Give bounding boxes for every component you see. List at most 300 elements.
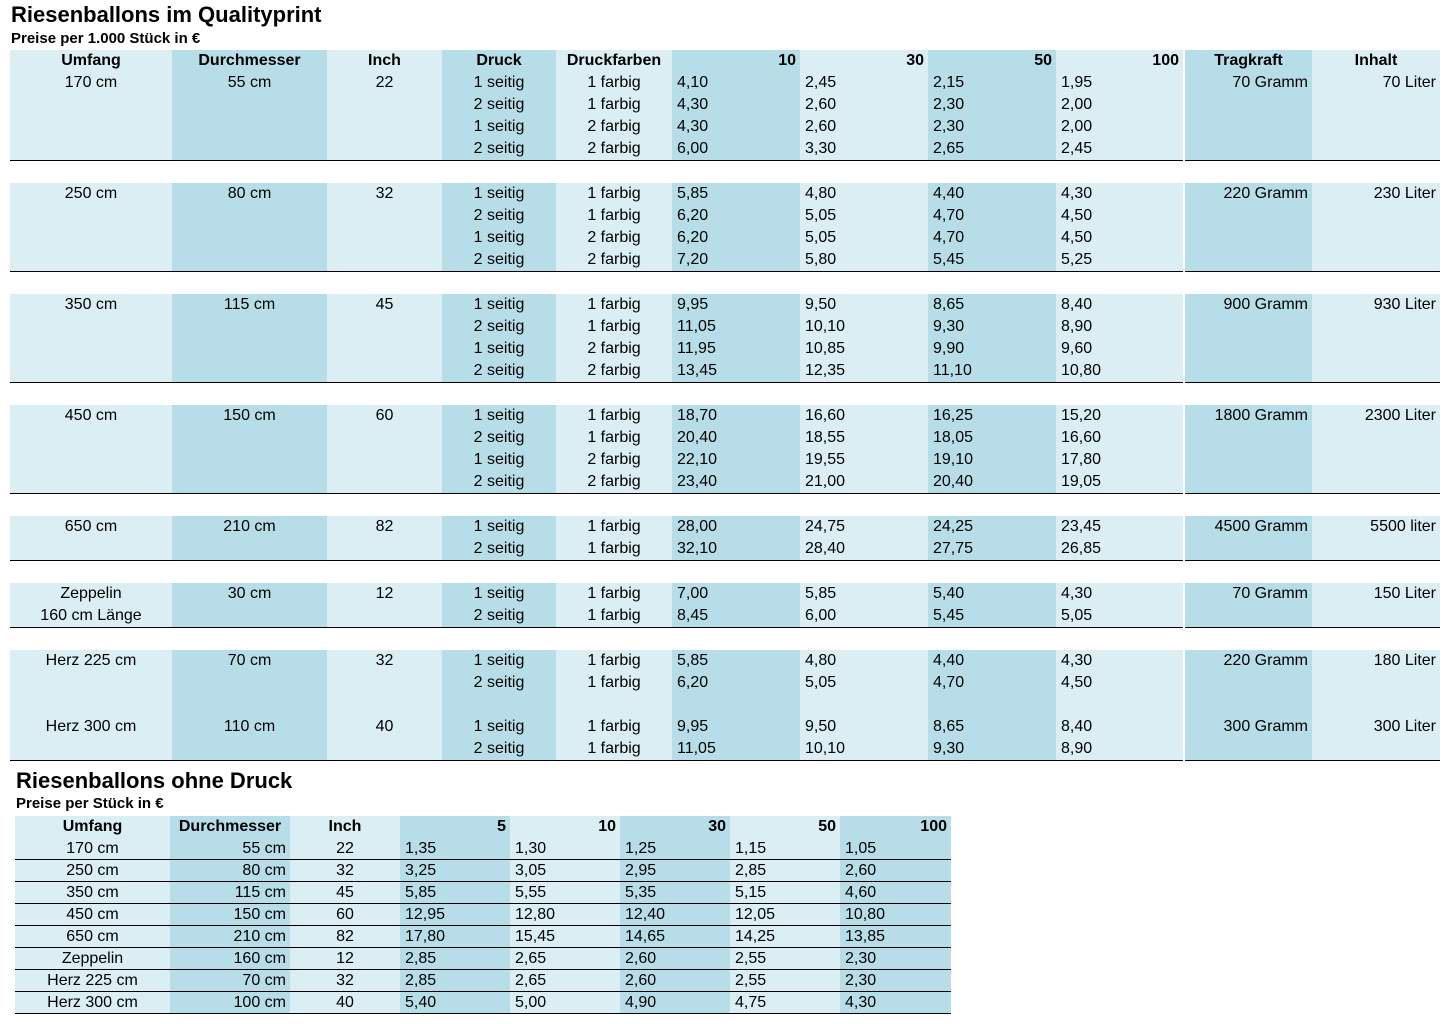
cell-umfang: 450 cm bbox=[15, 904, 170, 926]
cell-price-30: 5,35 bbox=[620, 882, 730, 904]
cell-price-100: 2,45 bbox=[1056, 138, 1184, 161]
cell-price-30: 3,30 bbox=[800, 138, 928, 161]
cell-druckfarben: 2 farbig bbox=[556, 227, 672, 249]
cell-price-100: 8,40 bbox=[1056, 716, 1184, 738]
cell-price-50: 5,45 bbox=[928, 249, 1056, 272]
cell-druckfarben: 1 farbig bbox=[556, 427, 672, 449]
cell-druck: 1 seitig bbox=[442, 72, 556, 94]
cell-druck: 2 seitig bbox=[442, 138, 556, 161]
cell-price-30: 4,80 bbox=[800, 183, 928, 205]
cell-durchmesser: 160 cm bbox=[170, 948, 290, 970]
cell-price-10: 32,10 bbox=[672, 538, 800, 561]
cell-price-10: 9,95 bbox=[672, 716, 800, 738]
cell-price-50: 12,05 bbox=[730, 904, 840, 926]
cell-umfang bbox=[10, 227, 172, 249]
group-spacer bbox=[10, 272, 1440, 295]
cell-druckfarben: 1 farbig bbox=[556, 516, 672, 538]
cell-price-50: 2,55 bbox=[730, 948, 840, 970]
col-header-umfang: Umfang bbox=[15, 816, 170, 838]
cell-tragkraft bbox=[1184, 694, 1312, 716]
cell-inch bbox=[327, 694, 442, 716]
table-row bbox=[10, 138, 1440, 161]
cell-inch: 32 bbox=[290, 860, 400, 882]
cell-price-50: 4,40 bbox=[928, 650, 1056, 672]
cell-price-100: 10,80 bbox=[840, 904, 951, 926]
cell-price-5: 17,80 bbox=[400, 926, 510, 948]
cell-inch bbox=[327, 360, 442, 383]
col-header-inhalt: Inhalt bbox=[1312, 50, 1440, 72]
cell-inch: 32 bbox=[290, 970, 400, 992]
cell-price-100: 8,40 bbox=[1056, 294, 1184, 316]
cell-druck: 1 seitig bbox=[442, 716, 556, 738]
cell-druckfarben bbox=[556, 694, 672, 716]
cell-price-30: 5,85 bbox=[800, 583, 928, 605]
cell-umfang: 170 cm bbox=[10, 72, 172, 94]
table-row bbox=[10, 583, 1440, 605]
cell-inhalt bbox=[1312, 205, 1440, 227]
cell-durchmesser: 150 cm bbox=[170, 904, 290, 926]
cell-durchmesser bbox=[172, 449, 327, 471]
cell-inch bbox=[327, 249, 442, 272]
table1-title: Riesenballons im Qualityprint bbox=[11, 2, 322, 27]
col-header-30: 30 bbox=[620, 816, 730, 838]
cell-price-50: 4,40 bbox=[928, 183, 1056, 205]
cell-price-50: 16,25 bbox=[928, 405, 1056, 427]
cell-price-50: 5,40 bbox=[928, 583, 1056, 605]
cell-price-10 bbox=[672, 694, 800, 716]
cell-umfang: Herz 300 cm bbox=[15, 992, 170, 1014]
cell-durchmesser: 210 cm bbox=[172, 516, 327, 538]
cell-inch: 45 bbox=[327, 294, 442, 316]
cell-price-5: 5,85 bbox=[400, 882, 510, 904]
cell-inch bbox=[327, 227, 442, 249]
cell-price-100: 19,05 bbox=[1056, 471, 1184, 494]
cell-tragkraft bbox=[1184, 738, 1312, 761]
table-row bbox=[15, 860, 951, 882]
cell-price-50: 2,15 bbox=[928, 72, 1056, 94]
cell-durchmesser: 115 cm bbox=[172, 294, 327, 316]
table1-body bbox=[10, 72, 1440, 761]
table2-title: Riesenballons ohne Druck bbox=[16, 768, 293, 793]
cell-durchmesser: 70 cm bbox=[172, 650, 327, 672]
cell-druckfarben: 2 farbig bbox=[556, 138, 672, 161]
cell-price-100: 2,30 bbox=[840, 970, 951, 992]
cell-price-30: 2,45 bbox=[800, 72, 928, 94]
cell-price-50: 8,65 bbox=[928, 294, 1056, 316]
cell-inhalt: 230 Liter bbox=[1312, 183, 1440, 205]
cell-price-30: 28,40 bbox=[800, 538, 928, 561]
group-spacer bbox=[10, 628, 1440, 651]
table-row bbox=[10, 405, 1440, 427]
col-header-5: 5 bbox=[400, 816, 510, 838]
cell-price-10: 13,45 bbox=[672, 360, 800, 383]
cell-price-30: 9,50 bbox=[800, 294, 928, 316]
cell-druckfarben: 2 farbig bbox=[556, 338, 672, 360]
cell-druckfarben: 1 farbig bbox=[556, 72, 672, 94]
cell-inhalt bbox=[1312, 605, 1440, 628]
cell-price-100: 13,85 bbox=[840, 926, 951, 948]
col-header-10: 10 bbox=[672, 50, 800, 72]
cell-price-5: 5,40 bbox=[400, 992, 510, 1014]
cell-durchmesser bbox=[172, 538, 327, 561]
cell-inhalt bbox=[1312, 471, 1440, 494]
cell-umfang: Zeppelin bbox=[10, 583, 172, 605]
spacer-cell bbox=[10, 161, 1440, 184]
cell-umfang bbox=[10, 138, 172, 161]
cell-druckfarben: 1 farbig bbox=[556, 205, 672, 227]
cell-durchmesser: 55 cm bbox=[170, 838, 290, 860]
cell-price-30: 4,90 bbox=[620, 992, 730, 1014]
cell-durchmesser bbox=[172, 249, 327, 272]
cell-price-50: 9,30 bbox=[928, 738, 1056, 761]
cell-price-100: 9,60 bbox=[1056, 338, 1184, 360]
cell-price-30: 5,05 bbox=[800, 672, 928, 694]
cell-druck: 1 seitig bbox=[442, 650, 556, 672]
cell-tragkraft bbox=[1184, 227, 1312, 249]
cell-tragkraft: 1800 Gramm bbox=[1184, 405, 1312, 427]
table-row bbox=[10, 294, 1440, 316]
cell-durchmesser bbox=[172, 138, 327, 161]
cell-inhalt: 300 Liter bbox=[1312, 716, 1440, 738]
cell-price-30: 2,60 bbox=[620, 970, 730, 992]
cell-druckfarben: 1 farbig bbox=[556, 294, 672, 316]
cell-price-50: 4,70 bbox=[928, 672, 1056, 694]
cell-druckfarben: 1 farbig bbox=[556, 405, 672, 427]
cell-price-100: 16,60 bbox=[1056, 427, 1184, 449]
group-spacer bbox=[10, 561, 1440, 584]
cell-price-10: 6,20 bbox=[672, 672, 800, 694]
table2-subtitle: Preise per Stück in € bbox=[16, 795, 164, 812]
cell-druck: 2 seitig bbox=[442, 205, 556, 227]
cell-price-30: 12,40 bbox=[620, 904, 730, 926]
cell-price-50: 4,75 bbox=[730, 992, 840, 1014]
cell-price-30: 2,60 bbox=[800, 116, 928, 138]
cell-price-50: 2,30 bbox=[928, 94, 1056, 116]
cell-price-10: 4,10 bbox=[672, 72, 800, 94]
cell-inch bbox=[327, 338, 442, 360]
cell-price-10: 18,70 bbox=[672, 405, 800, 427]
cell-price-10: 11,05 bbox=[672, 738, 800, 761]
cell-price-30: 10,85 bbox=[800, 338, 928, 360]
cell-umfang bbox=[10, 116, 172, 138]
cell-price-50: 27,75 bbox=[928, 538, 1056, 561]
cell-druck bbox=[442, 694, 556, 716]
cell-druck: 2 seitig bbox=[442, 672, 556, 694]
cell-druck: 2 seitig bbox=[442, 471, 556, 494]
cell-price-100: 4,50 bbox=[1056, 205, 1184, 227]
cell-inch: 12 bbox=[327, 583, 442, 605]
cell-umfang: 350 cm bbox=[10, 294, 172, 316]
cell-price-10: 9,95 bbox=[672, 294, 800, 316]
cell-price-50: 4,70 bbox=[928, 205, 1056, 227]
cell-umfang bbox=[10, 360, 172, 383]
cell-price-30: 18,55 bbox=[800, 427, 928, 449]
spacer-cell bbox=[10, 272, 1440, 295]
cell-price-30: 5,80 bbox=[800, 249, 928, 272]
cell-price-100: 2,30 bbox=[840, 948, 951, 970]
cell-druckfarben: 1 farbig bbox=[556, 94, 672, 116]
cell-druckfarben: 1 farbig bbox=[556, 738, 672, 761]
cell-tragkraft bbox=[1184, 205, 1312, 227]
cell-price-5: 1,35 bbox=[400, 838, 510, 860]
cell-price-50: 24,25 bbox=[928, 516, 1056, 538]
col-header-druckfarben: Druckfarben bbox=[556, 50, 672, 72]
cell-inch bbox=[327, 138, 442, 161]
cell-price-50: 2,30 bbox=[928, 116, 1056, 138]
cell-price-100: 15,20 bbox=[1056, 405, 1184, 427]
table-row bbox=[10, 427, 1440, 449]
cell-inch: 22 bbox=[327, 72, 442, 94]
cell-price-100: 8,90 bbox=[1056, 738, 1184, 761]
cell-price-30: 5,05 bbox=[800, 205, 928, 227]
cell-price-100: 2,60 bbox=[840, 860, 951, 882]
cell-umfang bbox=[10, 538, 172, 561]
cell-tragkraft bbox=[1184, 316, 1312, 338]
cell-durchmesser bbox=[172, 738, 327, 761]
cell-price-30: 4,80 bbox=[800, 650, 928, 672]
cell-druck: 1 seitig bbox=[442, 294, 556, 316]
cell-umfang: 650 cm bbox=[10, 516, 172, 538]
cell-tragkraft: 220 Gramm bbox=[1184, 650, 1312, 672]
cell-price-10: 6,00 bbox=[672, 138, 800, 161]
cell-umfang bbox=[10, 94, 172, 116]
cell-price-10: 7,20 bbox=[672, 249, 800, 272]
cell-tragkraft bbox=[1184, 427, 1312, 449]
cell-price-10: 2,65 bbox=[510, 948, 620, 970]
cell-price-100: 26,85 bbox=[1056, 538, 1184, 561]
cell-inch bbox=[327, 94, 442, 116]
cell-price-50: 4,70 bbox=[928, 227, 1056, 249]
cell-durchmesser bbox=[172, 316, 327, 338]
spacer-cell bbox=[10, 494, 1440, 517]
col-header-100: 100 bbox=[1056, 50, 1184, 72]
plain-price-table bbox=[15, 816, 951, 1014]
cell-inch bbox=[327, 427, 442, 449]
cell-price-30: 10,10 bbox=[800, 738, 928, 761]
cell-price-10: 7,00 bbox=[672, 583, 800, 605]
cell-price-30: 10,10 bbox=[800, 316, 928, 338]
cell-umfang: 170 cm bbox=[15, 838, 170, 860]
cell-durchmesser: 30 cm bbox=[172, 583, 327, 605]
cell-druckfarben: 1 farbig bbox=[556, 672, 672, 694]
cell-inch bbox=[327, 471, 442, 494]
cell-price-100: 5,25 bbox=[1056, 249, 1184, 272]
col-header-100: 100 bbox=[840, 816, 951, 838]
cell-umfang bbox=[10, 338, 172, 360]
cell-price-10: 11,95 bbox=[672, 338, 800, 360]
cell-inhalt bbox=[1312, 249, 1440, 272]
cell-druckfarben: 1 farbig bbox=[556, 316, 672, 338]
table-row bbox=[10, 249, 1440, 272]
cell-price-10: 2,65 bbox=[510, 970, 620, 992]
cell-price-50: 2,85 bbox=[730, 860, 840, 882]
cell-price-30: 2,60 bbox=[800, 94, 928, 116]
cell-price-5: 2,85 bbox=[400, 970, 510, 992]
cell-umfang bbox=[10, 316, 172, 338]
spacer-cell bbox=[10, 561, 1440, 584]
cell-price-10: 5,55 bbox=[510, 882, 620, 904]
cell-druck: 1 seitig bbox=[442, 449, 556, 471]
cell-price-100: 1,95 bbox=[1056, 72, 1184, 94]
cell-price-10: 12,80 bbox=[510, 904, 620, 926]
cell-price-5: 2,85 bbox=[400, 948, 510, 970]
cell-druck: 2 seitig bbox=[442, 427, 556, 449]
cell-price-100: 1,05 bbox=[840, 838, 951, 860]
cell-durchmesser bbox=[172, 360, 327, 383]
col-header-inch: Inch bbox=[290, 816, 400, 838]
table2-body bbox=[15, 838, 951, 1014]
cell-price-10: 22,10 bbox=[672, 449, 800, 471]
cell-price-30: 16,60 bbox=[800, 405, 928, 427]
cell-durchmesser: 210 cm bbox=[170, 926, 290, 948]
cell-price-100: 10,80 bbox=[1056, 360, 1184, 383]
col-header-durchmesser: Durchmesser bbox=[170, 816, 290, 838]
cell-inhalt bbox=[1312, 227, 1440, 249]
cell-price-30: 9,50 bbox=[800, 716, 928, 738]
cell-inch bbox=[327, 316, 442, 338]
table-row bbox=[10, 360, 1440, 383]
cell-inhalt bbox=[1312, 538, 1440, 561]
cell-durchmesser: 70 cm bbox=[170, 970, 290, 992]
table-row bbox=[10, 316, 1440, 338]
cell-umfang: Herz 225 cm bbox=[15, 970, 170, 992]
cell-durchmesser bbox=[172, 427, 327, 449]
cell-druck: 2 seitig bbox=[442, 605, 556, 628]
cell-inch: 45 bbox=[290, 882, 400, 904]
cell-price-30: 12,35 bbox=[800, 360, 928, 383]
cell-umfang: Herz 225 cm bbox=[10, 650, 172, 672]
cell-tragkraft bbox=[1184, 138, 1312, 161]
cell-druck: 1 seitig bbox=[442, 338, 556, 360]
table-row bbox=[10, 672, 1440, 694]
cell-price-10: 6,20 bbox=[672, 227, 800, 249]
col-header-durchmesser: Durchmesser bbox=[172, 50, 327, 72]
cell-price-100: 4,30 bbox=[840, 992, 951, 1014]
cell-inch: 22 bbox=[290, 838, 400, 860]
table-row bbox=[10, 694, 1440, 716]
cell-inhalt bbox=[1312, 360, 1440, 383]
cell-umfang bbox=[10, 672, 172, 694]
cell-inch bbox=[327, 538, 442, 561]
cell-durchmesser bbox=[172, 605, 327, 628]
cell-umfang: Zeppelin bbox=[15, 948, 170, 970]
cell-druck: 2 seitig bbox=[442, 738, 556, 761]
cell-price-50: 2,65 bbox=[928, 138, 1056, 161]
cell-inhalt bbox=[1312, 338, 1440, 360]
cell-inhalt bbox=[1312, 94, 1440, 116]
cell-price-10: 3,05 bbox=[510, 860, 620, 882]
cell-tragkraft bbox=[1184, 116, 1312, 138]
cell-umfang bbox=[10, 427, 172, 449]
cell-price-5: 3,25 bbox=[400, 860, 510, 882]
col-header-umfang: Umfang bbox=[10, 50, 172, 72]
cell-inhalt: 2300 Liter bbox=[1312, 405, 1440, 427]
cell-price-30: 21,00 bbox=[800, 471, 928, 494]
table-row bbox=[10, 227, 1440, 249]
cell-inch bbox=[327, 205, 442, 227]
cell-price-10: 5,00 bbox=[510, 992, 620, 1014]
col-header-10: 10 bbox=[510, 816, 620, 838]
col-header-druck: Druck bbox=[442, 50, 556, 72]
table-row bbox=[10, 338, 1440, 360]
cell-tragkraft bbox=[1184, 449, 1312, 471]
table-row bbox=[10, 538, 1440, 561]
cell-tragkraft: 900 Gramm bbox=[1184, 294, 1312, 316]
cell-inch bbox=[327, 116, 442, 138]
cell-umfang: 160 cm Länge bbox=[10, 605, 172, 628]
cell-price-100: 23,45 bbox=[1056, 516, 1184, 538]
cell-inhalt: 930 Liter bbox=[1312, 294, 1440, 316]
cell-price-30: 19,55 bbox=[800, 449, 928, 471]
cell-price-50: 20,40 bbox=[928, 471, 1056, 494]
cell-price-30: 5,05 bbox=[800, 227, 928, 249]
cell-price-50: 5,45 bbox=[928, 605, 1056, 628]
cell-inch bbox=[327, 449, 442, 471]
table-row bbox=[15, 948, 951, 970]
cell-inch: 60 bbox=[327, 405, 442, 427]
cell-inch: 82 bbox=[327, 516, 442, 538]
cell-price-10: 15,45 bbox=[510, 926, 620, 948]
cell-price-100: 5,05 bbox=[1056, 605, 1184, 628]
cell-price-30: 2,95 bbox=[620, 860, 730, 882]
table-row bbox=[10, 605, 1440, 628]
cell-druckfarben: 2 farbig bbox=[556, 360, 672, 383]
cell-price-50: 9,30 bbox=[928, 316, 1056, 338]
cell-druck: 2 seitig bbox=[442, 94, 556, 116]
cell-druck: 2 seitig bbox=[442, 360, 556, 383]
col-header-50: 50 bbox=[730, 816, 840, 838]
cell-druck: 1 seitig bbox=[442, 227, 556, 249]
cell-price-30 bbox=[800, 694, 928, 716]
table-row bbox=[15, 882, 951, 904]
cell-inch: 82 bbox=[290, 926, 400, 948]
cell-price-100: 4,30 bbox=[1056, 183, 1184, 205]
cell-inch: 40 bbox=[327, 716, 442, 738]
cell-druck: 1 seitig bbox=[442, 405, 556, 427]
cell-price-50: 2,55 bbox=[730, 970, 840, 992]
cell-price-50: 11,10 bbox=[928, 360, 1056, 383]
cell-tragkraft: 4500 Gramm bbox=[1184, 516, 1312, 538]
table-row bbox=[10, 205, 1440, 227]
cell-druck: 1 seitig bbox=[442, 516, 556, 538]
table-row bbox=[10, 716, 1440, 738]
cell-druck: 2 seitig bbox=[442, 316, 556, 338]
cell-price-10: 4,30 bbox=[672, 116, 800, 138]
cell-inhalt bbox=[1312, 694, 1440, 716]
cell-druck: 1 seitig bbox=[442, 583, 556, 605]
cell-inch bbox=[327, 672, 442, 694]
table-row bbox=[10, 94, 1440, 116]
cell-price-100: 8,90 bbox=[1056, 316, 1184, 338]
cell-price-100: 4,30 bbox=[1056, 583, 1184, 605]
group-spacer bbox=[10, 494, 1440, 517]
cell-umfang bbox=[10, 205, 172, 227]
cell-price-10: 5,85 bbox=[672, 183, 800, 205]
cell-durchmesser bbox=[172, 205, 327, 227]
cell-inch bbox=[327, 605, 442, 628]
group-spacer bbox=[10, 383, 1440, 406]
cell-druckfarben: 1 farbig bbox=[556, 605, 672, 628]
table-row bbox=[15, 926, 951, 948]
cell-druck: 1 seitig bbox=[442, 183, 556, 205]
cell-durchmesser: 100 cm bbox=[170, 992, 290, 1014]
col-header-30: 30 bbox=[800, 50, 928, 72]
cell-durchmesser bbox=[172, 672, 327, 694]
cell-price-30: 6,00 bbox=[800, 605, 928, 628]
cell-tragkraft bbox=[1184, 249, 1312, 272]
cell-druckfarben: 2 farbig bbox=[556, 249, 672, 272]
cell-price-10: 28,00 bbox=[672, 516, 800, 538]
